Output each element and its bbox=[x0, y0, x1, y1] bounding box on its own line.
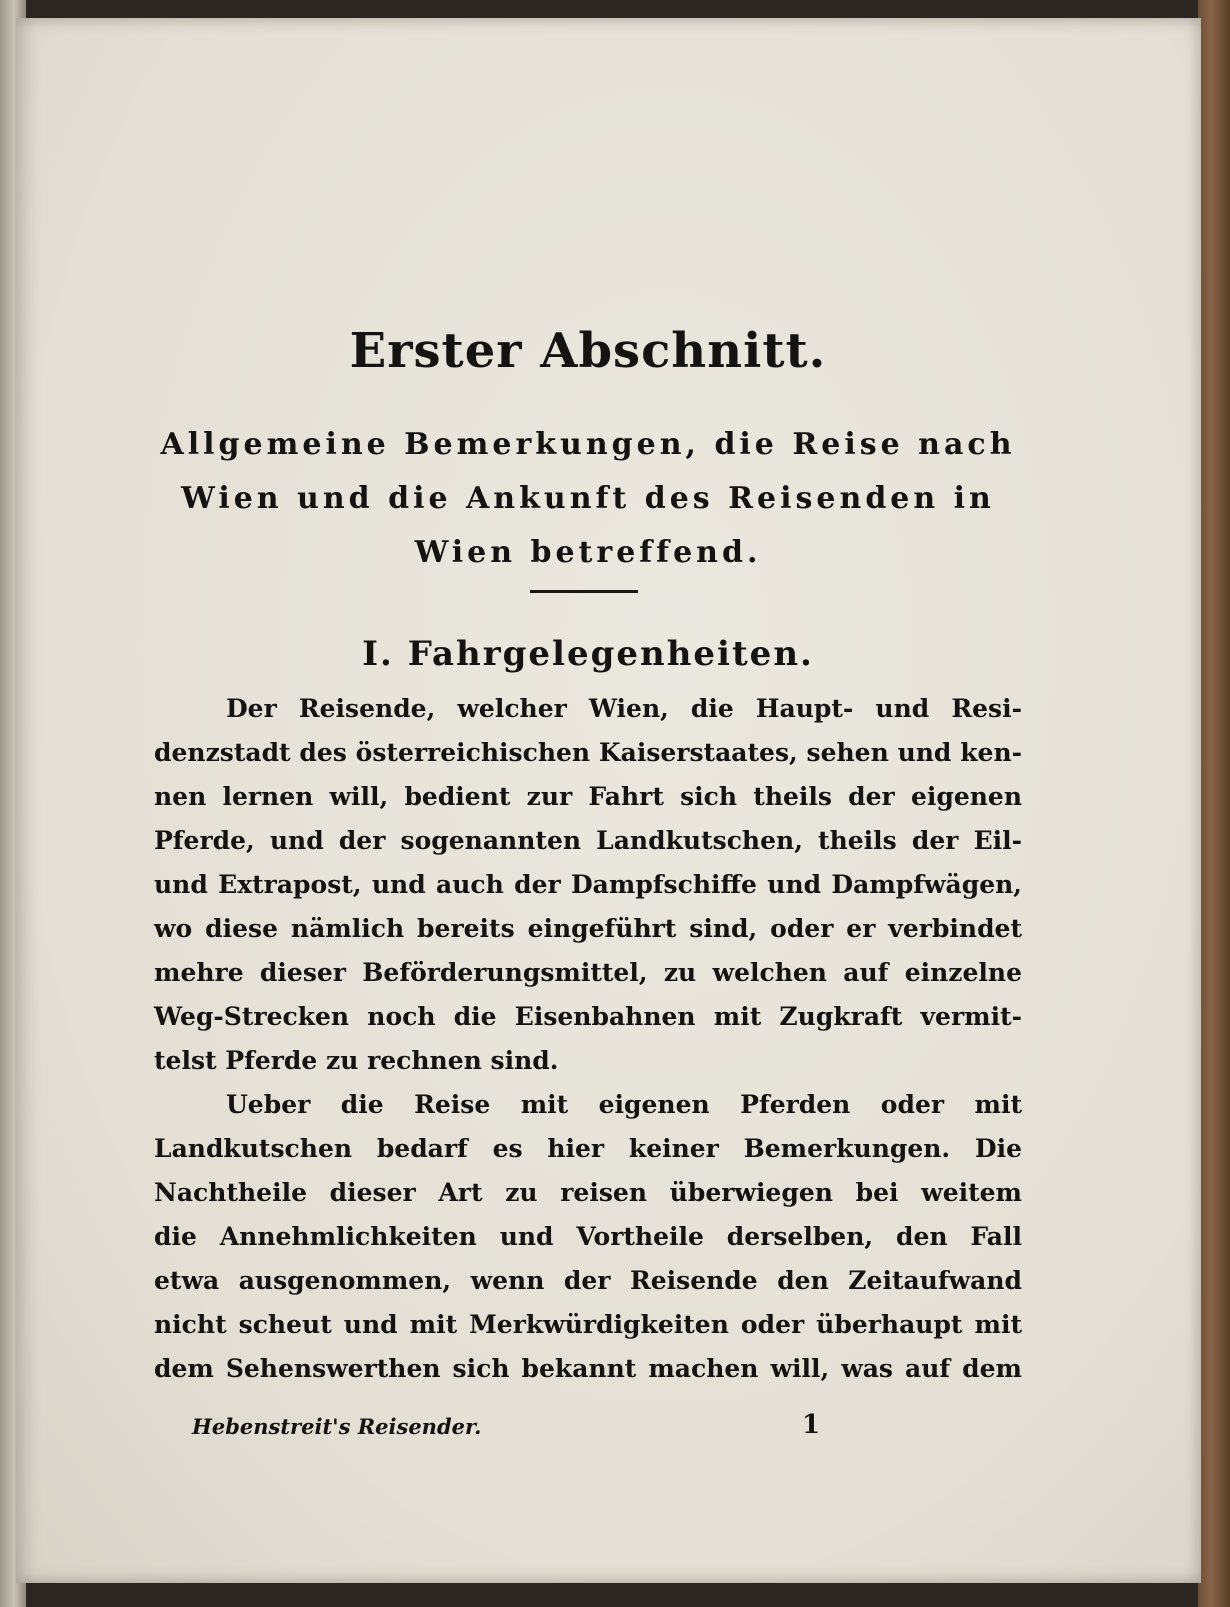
paragraph-1-line: mehre dieser Beförderungsmittel, zu welchen auf einzelne bbox=[154, 958, 1022, 987]
footer-signature: Hebenstreit's Reisender. bbox=[192, 1414, 482, 1439]
subtitle-line: Wien und die Ankunft des Reisenden in bbox=[181, 481, 995, 516]
subtitle-line: Allgemeine Bemerkungen, die Reise nach bbox=[160, 427, 1016, 462]
book-page bbox=[16, 18, 1201, 1583]
paragraph-2-line: dem Sehenswerthen sich bekannt machen will, was auf dem bbox=[154, 1354, 1022, 1383]
paragraph-2-line: etwa ausgenommen, wenn der Reisende den Zeitaufwand bbox=[154, 1266, 1022, 1295]
paragraph-1-line: Der Reisende, welcher Wien, die Haupt- und Resi- bbox=[226, 694, 1022, 723]
chapter-title: Erster Abschnitt. bbox=[349, 323, 827, 379]
paragraph-1-line: Pferde, und der sogenannten Landkutschen, theils der Eil- bbox=[154, 826, 1022, 855]
paragraph-2-line: nicht scheut und mit Merkwürdigkeiten oder überhaupt mit bbox=[154, 1310, 1022, 1339]
subtitle-line: Wien betreffend. bbox=[414, 535, 762, 570]
section-title: I. Fahrgelegenheiten. bbox=[362, 634, 814, 674]
paragraph-2-line: die Annehmlichkeiten und Vortheile derselben, den Fall bbox=[154, 1222, 1022, 1251]
book-binding-edge bbox=[1198, 0, 1230, 1607]
paragraph-1-line: Weg-Strecken noch die Eisenbahnen mit Zugkraft vermit- bbox=[154, 1002, 1022, 1031]
paragraph-1-line: denzstadt des österreichischen Kaiserstaates, sehen und ken- bbox=[154, 738, 1022, 767]
page-number: 1 bbox=[802, 1410, 821, 1440]
paragraph-1-line: wo diese nämlich bereits eingeführt sind, oder er verbindet bbox=[154, 914, 1022, 943]
paragraph-2-line: Landkutschen bedarf es hier keiner Bemerkungen. Die bbox=[154, 1134, 1022, 1163]
paragraph-2-line: Ueber die Reise mit eigenen Pferden oder mit bbox=[226, 1090, 1022, 1119]
paragraph-1-line: telst Pferde zu rechnen sind. bbox=[154, 1046, 559, 1075]
paragraph-1-line: und Extrapost, und auch der Dampfschiffe und Dampfwägen, bbox=[154, 870, 1022, 899]
paragraph-2-line: Nachtheile dieser Art zu reisen überwiegen bei weitem bbox=[154, 1178, 1022, 1207]
section-divider bbox=[530, 590, 638, 593]
paragraph-1-line: nen lernen will, bedient zur Fahrt sich theils der eigenen bbox=[154, 782, 1022, 811]
chapter-subtitle bbox=[154, 418, 1022, 580]
